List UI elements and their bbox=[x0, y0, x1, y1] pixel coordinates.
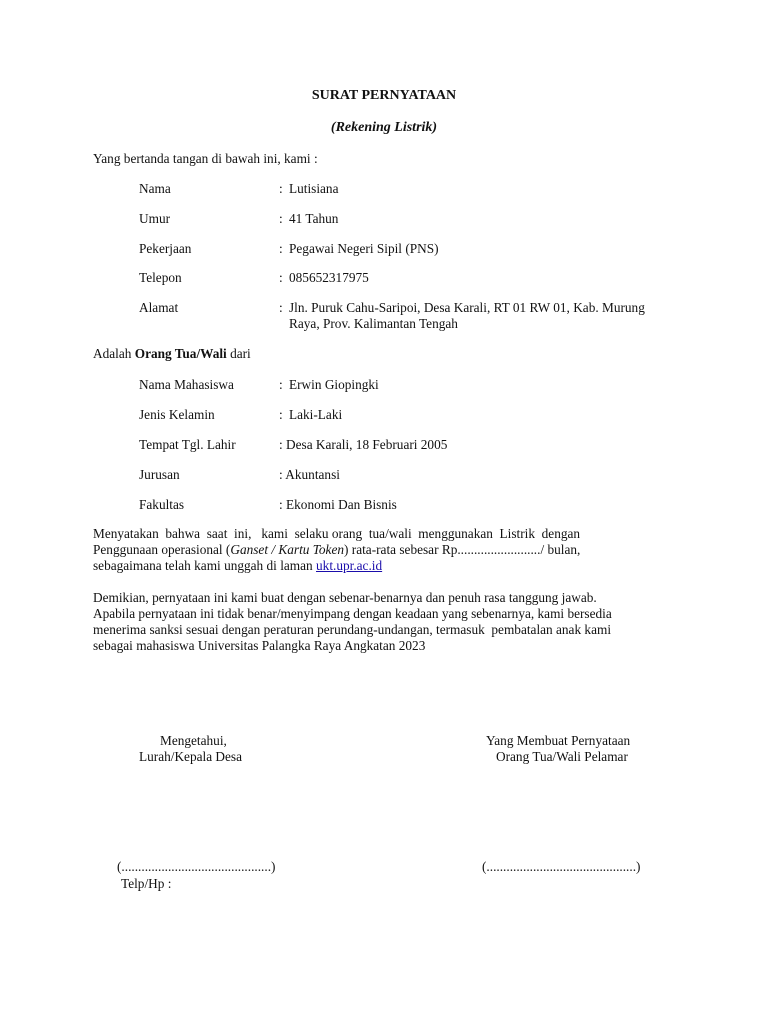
signature-left-blank: (.............................................) bbox=[117, 859, 276, 874]
declaration-line-2: Apabila pernyataan ini tidak benar/menyimpang dengan keadaan yang sebenarnya, kami bersedia bbox=[93, 606, 612, 621]
relationship-line bbox=[93, 346, 251, 362]
signature-left-role: Lurah/Kepala Desa bbox=[139, 749, 242, 764]
parent-umur-text: 41 Tahun bbox=[289, 211, 339, 226]
parent-alamat-line1: Jln. Puruk Cahu-Saripoi, Desa Karali, RT 01 RW 01, Kab. Murung bbox=[289, 300, 645, 315]
relationship-suffix: dari bbox=[226, 346, 251, 361]
student-ttl-value: : Desa Karali, 18 Februari 2005 bbox=[279, 437, 448, 452]
parent-alamat-label: Alamat bbox=[139, 300, 179, 315]
telp-hp-label: Telp/Hp : bbox=[121, 876, 172, 891]
colon: : bbox=[279, 181, 283, 196]
statement-line-3 bbox=[93, 558, 613, 574]
declaration-paragraph bbox=[93, 590, 613, 654]
statement-line-2-italic: Ganset / Kartu Token bbox=[230, 542, 345, 557]
colon: : bbox=[279, 407, 283, 422]
parent-nama-value bbox=[279, 181, 338, 197]
student-nama-text: Erwin Giopingki bbox=[289, 377, 379, 392]
student-fakultas-label: Fakultas bbox=[139, 497, 185, 512]
student-nama-value bbox=[279, 377, 379, 393]
student-ttl-label: Tempat Tgl. Lahir bbox=[139, 437, 236, 452]
signature-left-heading: Mengetahui, bbox=[160, 733, 227, 748]
parent-nama-text: Lutisiana bbox=[289, 181, 339, 196]
student-jenis-kelamin-label: Jenis Kelamin bbox=[139, 407, 215, 422]
statement-line-2-suffix: ) rata-rata sebesar Rp........................./ bulan, bbox=[344, 542, 581, 557]
student-jurusan-label: Jurusan bbox=[139, 467, 180, 482]
parent-telepon-text: 085652317975 bbox=[289, 270, 369, 285]
colon: : bbox=[279, 211, 283, 226]
parent-pekerjaan-value bbox=[279, 241, 439, 257]
document-subtitle: (Rekening Listrik) bbox=[330, 120, 438, 135]
student-jenis-kelamin-value bbox=[279, 407, 342, 423]
parent-umur-label: Umur bbox=[139, 211, 171, 226]
declaration-line-4: sebagai mahasiswa Universitas Palangka Raya Angkatan 2023 bbox=[93, 638, 426, 653]
statement-paragraph bbox=[93, 526, 613, 574]
colon: : bbox=[279, 300, 283, 315]
colon: : bbox=[279, 241, 283, 256]
parent-alamat-value bbox=[279, 300, 689, 332]
colon: : bbox=[279, 377, 283, 392]
parent-umur-value bbox=[279, 211, 338, 227]
parent-pekerjaan-label: Pekerjaan bbox=[139, 241, 192, 256]
student-fakultas-value: : Ekonomi Dan Bisnis bbox=[279, 497, 397, 512]
document-title: SURAT PERNYATAAN bbox=[311, 88, 457, 103]
parent-telepon-label: Telepon bbox=[139, 270, 182, 285]
statement-line-2-prefix: Penggunaan operasional ( bbox=[93, 542, 231, 557]
student-jenis-kelamin-text: Laki-Laki bbox=[289, 407, 343, 422]
student-nama-label: Nama Mahasiswa bbox=[139, 377, 234, 392]
intro-text: Yang bertanda tangan di bawah ini, kami : bbox=[93, 151, 318, 166]
statement-line-2 bbox=[93, 542, 613, 558]
parent-pekerjaan-text: Pegawai Negeri Sipil (PNS) bbox=[289, 241, 439, 256]
declaration-line-3: menerima sanksi sesuai dengan peraturan perundang-undangan, termasuk pembatalan anak kami bbox=[93, 622, 612, 637]
declaration-line-1: Demikian, pernyataan ini kami buat dengan sebenar-benarnya dan penuh rasa tanggung jawab. bbox=[93, 590, 597, 605]
statement-line-1: Menyatakan bahwa saat ini, kami selaku orang tua/wali menggunakan Listrik dengan bbox=[93, 526, 581, 541]
signature-right-blank: (.............................................) bbox=[482, 859, 641, 874]
signature-right-role: Orang Tua/Wali Pelamar bbox=[496, 749, 628, 764]
relationship-prefix: Adalah bbox=[93, 346, 135, 361]
ukt-website-link[interactable]: ukt.upr.ac.id bbox=[316, 558, 383, 573]
parent-nama-label: Nama bbox=[139, 181, 171, 196]
colon: : bbox=[279, 270, 283, 285]
parent-telepon-value bbox=[279, 270, 369, 286]
relationship-bold: Orang Tua/Wali bbox=[134, 346, 227, 361]
statement-line-3-prefix: sebagaimana telah kami unggah di laman bbox=[93, 558, 317, 573]
student-jurusan-value: : Akuntansi bbox=[279, 467, 340, 482]
signature-right-heading: Yang Membuat Pernyataan bbox=[486, 733, 631, 748]
parent-alamat-line2: Raya, Prov. Kalimantan Tengah bbox=[289, 316, 458, 331]
